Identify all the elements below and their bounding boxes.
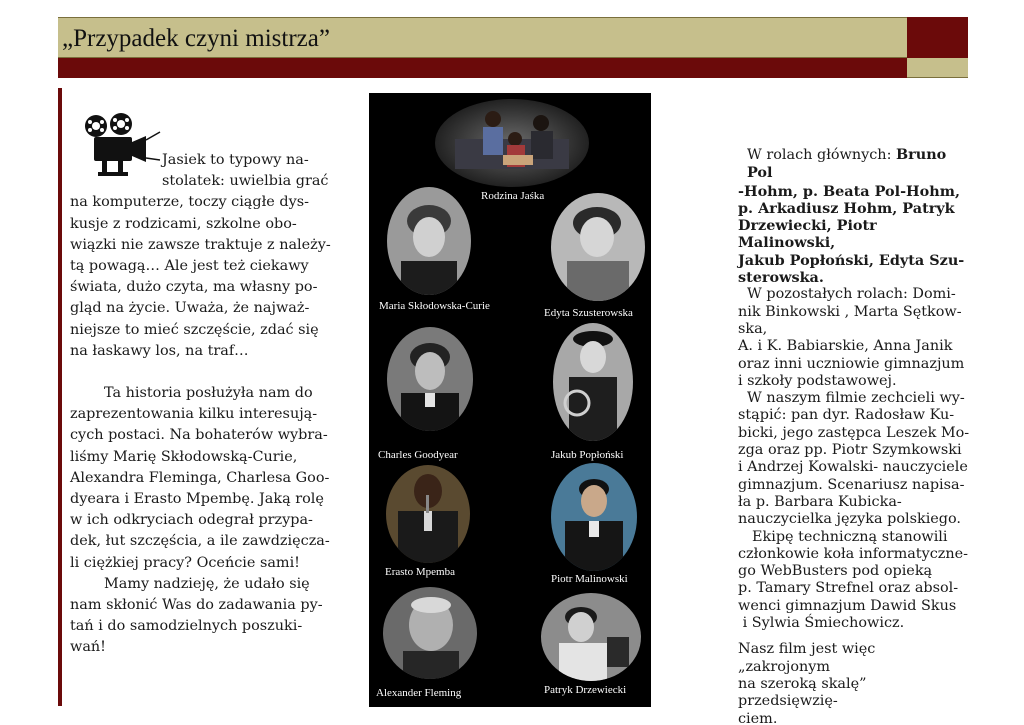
caption-piotr: Piotr Malinowski [551, 573, 628, 585]
text-line: dek, łut szczęścia, a ile zawdzięcza- [70, 533, 330, 550]
text-line: na łaskawy los, na traf… [70, 342, 249, 359]
text-line-bold: Drzewiecki, Piotr Malinowski, [738, 217, 877, 252]
text-line: p. Tamary Strefnel oraz absol- [738, 580, 959, 597]
caption-jakub: Jakub Popłoński [551, 449, 624, 461]
header-accent-square [907, 58, 968, 78]
text-line: świata, dużo czyta, ma własny po- [70, 279, 318, 296]
text-line: liśmy Marię Skłodowską-Curie, [70, 448, 298, 465]
text-line: oraz inni uczniowie gimnazjum [738, 355, 965, 372]
text-line: nik Binkowski , Marta Sętkow- [738, 303, 962, 320]
text-line: nam skłonić Was do zadawania py- [70, 597, 323, 614]
text-line: bicki, jego zastępca Leszek Mo- [738, 424, 970, 441]
text-line: gimnazjum. Scenariusz napisa- [738, 476, 965, 493]
left-vertical-rule [58, 88, 62, 706]
text-line-bold: -Hohm, p. Beata Pol-Hohm, [738, 182, 960, 200]
text-line: zaprezentowania kilku interesują- [70, 406, 318, 423]
photo-erasto-mpemba [386, 465, 470, 563]
text-line: go WebBusters pod opieką [738, 563, 933, 580]
photo-family [435, 99, 589, 187]
photo-jakub-poplonski [553, 323, 633, 441]
text-line: tań i do samodzielnych poszuki- [70, 618, 303, 635]
main-roles-paragraph [738, 146, 970, 286]
text-line-bold: p. Arkadiusz Hohm, Patryk [738, 199, 955, 217]
photo-alexander-fleming [383, 587, 477, 679]
text-line: dyeara i Erasto Mpembę. Jaką rolę [70, 491, 324, 508]
left-column-text [70, 150, 332, 659]
photo-patryk-drzewiecki [541, 593, 641, 681]
closing-paragraph [738, 641, 970, 725]
text-line: wań! [70, 639, 106, 656]
header-stripe [58, 58, 907, 78]
text-line: wiązki nie zawsze traktuje z należy- [70, 236, 331, 253]
other-roles-paragraph [738, 286, 970, 390]
text-line: A. i K. Babiarskie, Anna Janik [738, 338, 953, 355]
photo-piotr-malinowski [551, 463, 637, 571]
text-line: w ich odkryciach odegrał przypa- [70, 512, 313, 529]
text-line: tą powagą… Ale jest też ciekawy [70, 258, 309, 275]
text-line: ciem. [738, 710, 778, 725]
page-title: „Przypadek czyni mistrza” [62, 25, 330, 52]
text-line: niejsze to mieć szczęście, zdać się [70, 321, 319, 338]
text-line: W rolach głównych: [747, 147, 897, 163]
caption-charles: Charles Goodyear [378, 449, 458, 461]
film-paragraph [738, 390, 970, 528]
photo-maria-sklodowska-curie [387, 187, 471, 295]
intro-paragraph [70, 150, 332, 362]
text-line: stąpić: pan dyr. Radosław Ku- [738, 407, 955, 424]
text-line: cych postaci. Na bohaterów wybra- [70, 427, 328, 444]
text-line: kusje z rodzicami, szkolne obo- [70, 215, 297, 232]
text-line: Nasz film jest więc „zakrojonym [738, 641, 876, 675]
text-line: i Sylwia Śmiechowicz. [738, 615, 905, 632]
text-line: członkowie koła informatyczne- [738, 545, 969, 562]
text-line: W naszym filmie zechcieli wy- [747, 390, 965, 407]
text-line: i Andrzej Kowalski- nauczyciele [738, 459, 968, 476]
caption-alexander: Alexander Fleming [376, 687, 462, 699]
text-line: i szkoły podstawowej. [738, 372, 897, 389]
text-line: W pozostałych rolach: Domi- [747, 286, 956, 303]
caption-erasto: Erasto Mpemba [385, 566, 455, 578]
text-line: Jasiek to typowy na- [162, 152, 309, 168]
hope-paragraph [70, 574, 332, 659]
text-line: zga oraz pp. Piotr Szymkowski [738, 442, 962, 459]
text-line: Ekipę techniczną stanowili [752, 528, 948, 545]
text-line: Ta historia posłużyła nam do [104, 385, 313, 402]
photo-collage [369, 93, 651, 707]
text-line-bold: Bruno Pol [747, 146, 947, 182]
photo-charles-goodyear [387, 327, 473, 431]
text-line: nauczycielka języka polskiego. [738, 511, 962, 528]
text-line-bold: sterowska. [738, 269, 824, 287]
text-line-bold: Jakub Popłoński, Edyta Szu- [738, 251, 965, 269]
text-line: na szeroką skalę” przedsięwzię- [738, 675, 867, 710]
title-bar [58, 17, 907, 58]
text-line: li ciężkiej pracy? Oceńcie sami! [70, 554, 300, 571]
text-line: wenci gimnazjum Dawid Skus [738, 597, 957, 614]
caption-family: Rodzina Jaśka [481, 190, 545, 202]
tech-paragraph [738, 529, 970, 633]
title-accent-square [907, 17, 968, 58]
text-line: gląd na życie. Uważa, że najważ- [70, 300, 310, 317]
caption-edyta: Edyta Szusterowska [544, 307, 633, 319]
photo-edyta-szusterowska [551, 193, 645, 301]
text-line: ła p. Barbara Kubicka- [738, 493, 902, 510]
text-line: na komputerze, toczy ciągłe dys- [70, 194, 309, 211]
text-line: Mamy nadzieję, że udało się [104, 575, 310, 592]
story-paragraph [70, 383, 332, 574]
text-line: ska, [738, 320, 768, 337]
text-line: stolatek: uwielbia grać [162, 173, 329, 190]
text-line: Alexandra Fleminga, Charlesa Goo- [70, 469, 330, 486]
right-column-text [738, 146, 970, 725]
caption-patryk: Patryk Drzewiecki [544, 684, 627, 696]
caption-maria: Maria Skłodowska-Curie [379, 300, 490, 312]
